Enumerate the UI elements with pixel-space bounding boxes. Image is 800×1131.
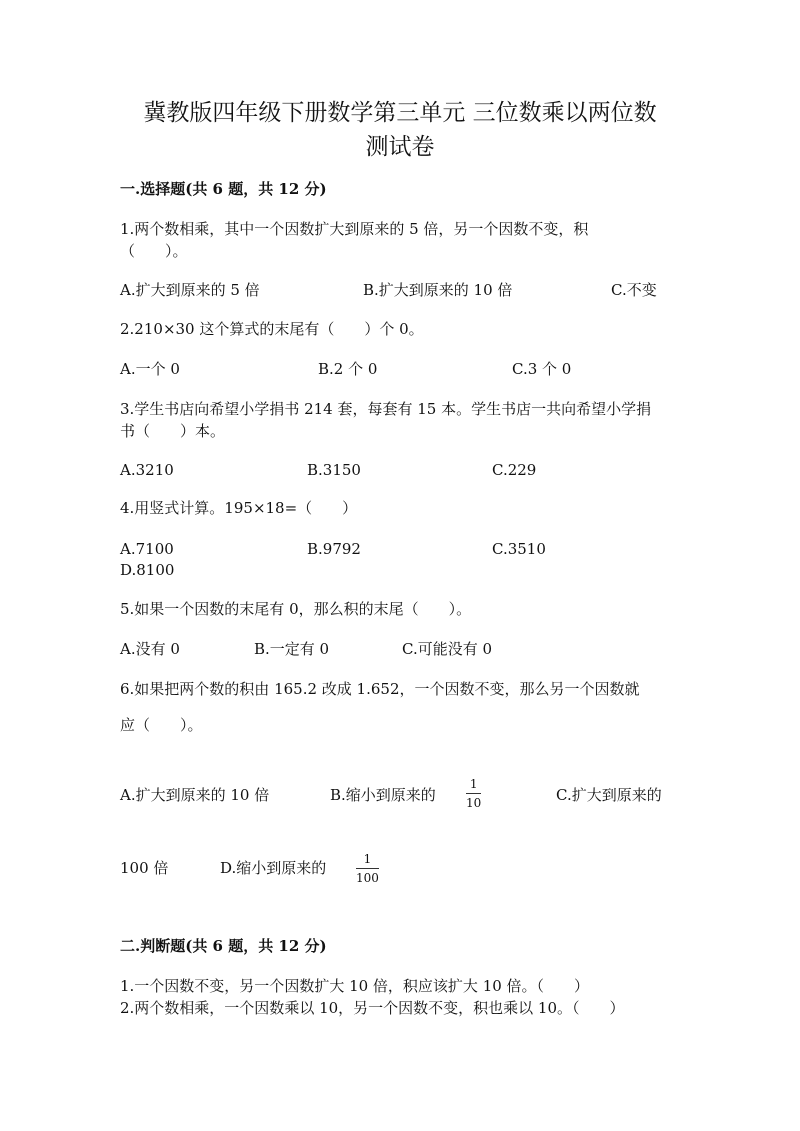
question-2-option-c[interactable]: C.3 个 0	[512, 360, 572, 378]
judgment-question-2: 2.两个数相乘，一个因数乘以 10，另一个因数不变，积也乘以 10。（ ）	[120, 999, 625, 1017]
fraction-denominator: 10	[466, 796, 482, 810]
question-1-line-2: （ ）。	[120, 242, 188, 260]
question-6-line-2: 应（ ）。	[120, 716, 203, 734]
question-3-line-1: 3.学生书店向希望小学捐书 214 套，每套有 15 本。学生书店一共向希望小学捐	[120, 400, 652, 418]
fraction-bar	[356, 868, 379, 869]
question-4-option-b[interactable]: B.9792	[307, 540, 361, 558]
question-6-option-b[interactable]: B.缩小到原来的	[330, 786, 436, 804]
question-3-line-2: 书（ ）本。	[120, 422, 226, 440]
fraction-denominator: 100	[356, 871, 379, 885]
question-6-option-c[interactable]: C.扩大到原来的	[556, 786, 662, 804]
question-3-option-b[interactable]: B.3150	[307, 461, 361, 479]
question-4-text: 4.用竖式计算。195×18=（ ）	[120, 499, 358, 517]
fraction-numerator: 1	[363, 852, 372, 866]
question-4-option-a[interactable]: A.7100	[120, 540, 174, 558]
question-5-text: 5.如果一个因数的末尾有 0，那么积的末尾（ ）。	[120, 600, 472, 618]
question-1-option-b[interactable]: B.扩大到原来的 10 倍	[363, 281, 513, 299]
question-4-option-c[interactable]: C.3510	[492, 540, 546, 558]
question-2-text: 2.210×30 这个算式的末尾有（ ）个 0。	[120, 320, 424, 338]
question-5-option-b[interactable]: B.一定有 0	[254, 640, 330, 658]
judgment-question-1: 1.一个因数不变，另一个因数扩大 10 倍，积应该扩大 10 倍。（ ）	[120, 977, 590, 995]
question-3-option-c[interactable]: C.229	[492, 461, 537, 479]
question-2-option-b[interactable]: B.2 个 0	[318, 360, 378, 378]
title-line-1: 冀教版四年级下册数学第三单元 三位数乘以两位数	[143, 100, 657, 126]
question-6-option-a[interactable]: A.扩大到原来的 10 倍	[120, 786, 270, 804]
question-1-line-1: 1.两个数相乘，其中一个因数扩大到原来的 5 倍，另一个因数不变，积	[120, 220, 589, 238]
fraction-one-hundredth	[356, 852, 379, 885]
question-2-option-a[interactable]: A.一个 0	[120, 360, 180, 378]
fraction-bar	[466, 793, 481, 794]
question-1-option-c[interactable]: C.不变	[611, 281, 657, 299]
fraction-numerator: 1	[469, 777, 478, 791]
page-title	[110, 96, 690, 164]
question-6-option-c-continued: 100 倍	[120, 859, 169, 877]
title-line-2: 测试卷	[365, 134, 435, 160]
question-6-option-d[interactable]: D.缩小到原来的	[220, 859, 327, 877]
question-3-option-a[interactable]: A.3210	[120, 461, 174, 479]
question-4-option-d[interactable]: D.8100	[120, 561, 175, 579]
question-5-option-a[interactable]: A.没有 0	[120, 640, 180, 658]
question-1-option-a[interactable]: A.扩大到原来的 5 倍	[120, 281, 260, 299]
question-6-line-1: 6.如果把两个数的积由 165.2 改成 1.652，一个因数不变，那么另一个因数就	[120, 680, 640, 698]
section-heading-choice: 一.选择题(共 6 题，共 12 分)	[120, 180, 327, 198]
question-5-option-c[interactable]: C.可能没有 0	[402, 640, 493, 658]
fraction-one-tenth	[466, 777, 481, 810]
section-heading-true-false: 二.判断题(共 6 题，共 12 分)	[120, 937, 327, 955]
